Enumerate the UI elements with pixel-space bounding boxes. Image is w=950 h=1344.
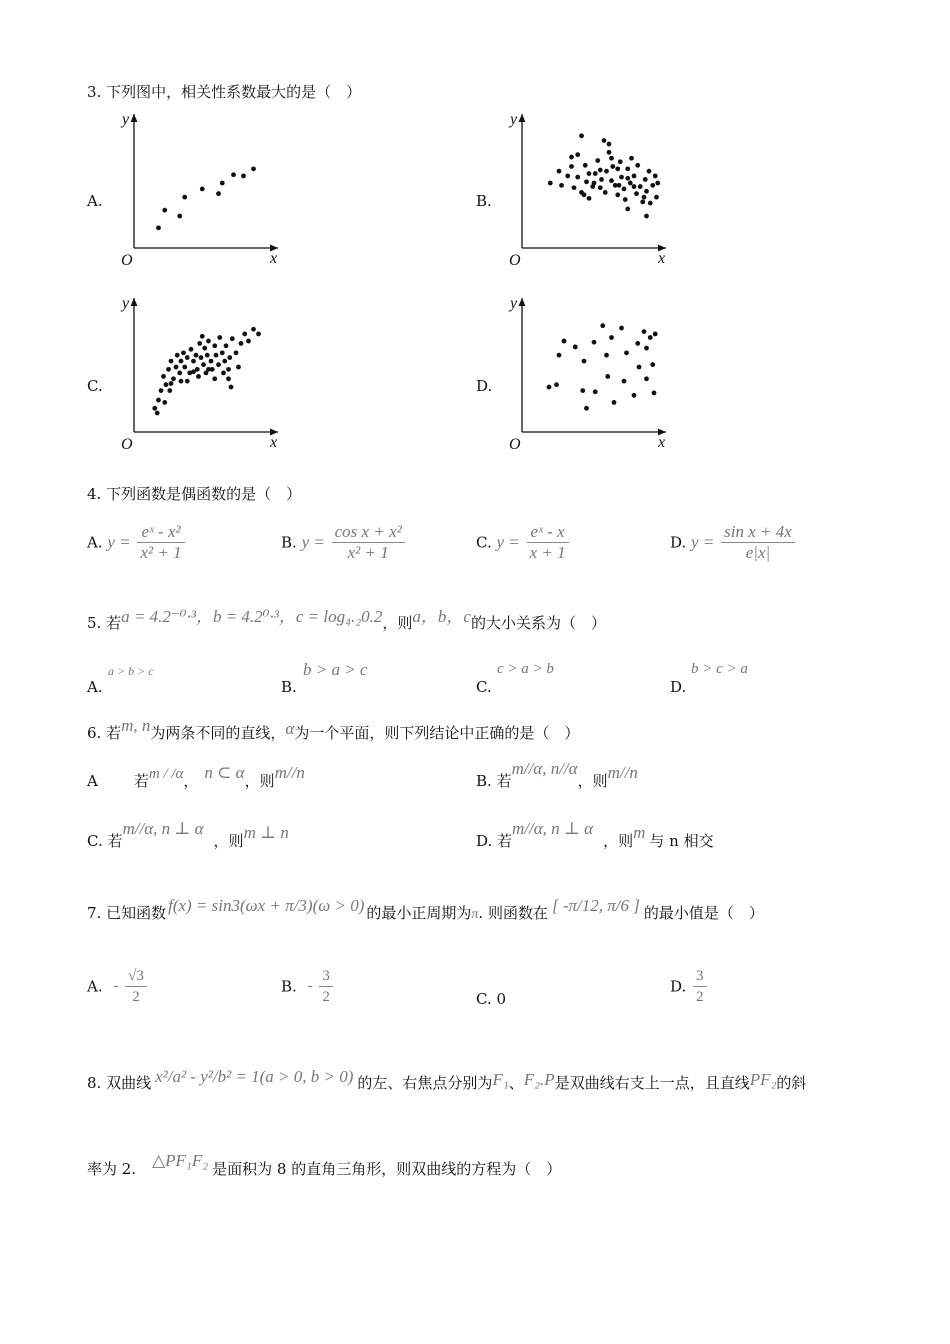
scatter-point <box>599 177 604 182</box>
q7-option-a <box>87 966 149 1007</box>
scatter-point <box>185 355 190 360</box>
q4-option-b-lhs: y = <box>301 532 325 552</box>
scatter-point <box>256 332 261 337</box>
scatter-point <box>194 353 199 358</box>
q8-equation: x²/a² - y²/b² = 1(a > 0, b > 0) <box>155 1067 354 1086</box>
q6-option-b <box>476 759 638 790</box>
scatter-point <box>226 367 231 372</box>
q6-option-a-sep: ， <box>183 772 199 790</box>
scatter-point <box>181 350 186 355</box>
scatter-point <box>234 350 239 355</box>
scatter-point <box>644 346 649 351</box>
scatter-point <box>191 359 196 364</box>
scatter-point <box>625 166 630 171</box>
q4-option-d <box>670 522 797 563</box>
scatter-point <box>167 388 172 393</box>
scatter-point <box>196 374 201 379</box>
scatter-point <box>650 362 655 367</box>
scatter-point <box>604 353 609 358</box>
q7-option-b-numerator: 3 <box>319 966 333 987</box>
scatter-point <box>159 388 164 393</box>
scatter-point <box>642 195 647 200</box>
scatter-point <box>242 332 247 337</box>
scatter-point <box>554 382 559 387</box>
scatter-point <box>598 185 603 190</box>
scatter-point <box>609 156 614 161</box>
origin-label: O <box>121 436 133 453</box>
q7-option-c-label: C. 0 <box>476 990 507 1008</box>
q6-option-b-cond: m//α, n//α <box>511 759 578 778</box>
q5-option-b-label: B. <box>281 678 297 696</box>
scatter-point <box>557 169 562 174</box>
scatter-point <box>199 355 204 360</box>
q4-option-a-label: A. <box>87 533 103 552</box>
q4-option-b-fraction <box>332 522 405 563</box>
scatter-point <box>602 138 607 143</box>
scatter-point <box>640 199 645 204</box>
q5-option-d-label: D. <box>670 678 687 696</box>
q7-option-b-fraction <box>319 966 333 1007</box>
scatter-point <box>635 163 640 168</box>
q6-option-d-then: ，则 <box>603 832 634 850</box>
scatter-point <box>156 225 161 230</box>
scatter-point <box>604 169 609 174</box>
q7-option-d-label: D. <box>670 977 687 996</box>
q4-option-d-label: D. <box>670 533 687 552</box>
scatter-point <box>632 184 637 189</box>
q5-option-b-expr: b > a > c <box>303 660 368 679</box>
q4-stem: 4. 下列函数是偶函数的是（ ） <box>87 485 302 503</box>
scatter-point <box>632 393 637 398</box>
q8-line1-mid: 的左、右焦点分别为 <box>357 1074 493 1092</box>
scatter-point <box>579 133 584 138</box>
scatter-point <box>239 341 244 346</box>
scatter-point <box>205 353 210 358</box>
x-axis-label: x <box>658 434 666 451</box>
q6-option-b-then: ，则 <box>577 772 608 790</box>
scatter-point <box>618 159 623 164</box>
scatter-point <box>214 353 219 358</box>
q6-option-d-tail: 与 n 相交 <box>649 832 714 850</box>
q7-option-a-numerator: √3 <box>125 966 147 987</box>
scatter-plot-d <box>498 292 673 457</box>
q6-option-b-result: m//n <box>607 763 638 782</box>
y-axis-label: y <box>122 111 130 128</box>
q8-triangle: △PF₁F₂ <box>152 1151 209 1170</box>
scatter-plot-a <box>110 108 285 273</box>
q6-option-c-label: C. 若 <box>87 832 123 850</box>
q4-option-c <box>476 522 571 563</box>
scatter-point <box>615 192 620 197</box>
y-axis-arrow <box>131 114 138 122</box>
q8-line2-end: 是面积为 8 的直角三角形，则双曲线的方程为（ ） <box>212 1160 562 1178</box>
q6-option-c-cond: m//α, n ⊥ α <box>122 819 204 838</box>
q7-option-a-denominator: 2 <box>132 989 140 1005</box>
scatter-point <box>220 350 225 355</box>
scatter-point <box>231 172 236 177</box>
scatter-point <box>185 379 190 384</box>
scatter-point <box>652 391 657 396</box>
scatter-point <box>548 181 553 186</box>
q7-stem <box>87 896 764 924</box>
y-axis-arrow <box>519 114 526 122</box>
y-axis-label: y <box>122 295 130 312</box>
scatter-point <box>638 184 643 189</box>
scatter-point <box>584 179 589 184</box>
q4-option-d-fraction <box>721 522 795 563</box>
scatter-point <box>584 406 589 411</box>
scatter-point <box>582 192 587 197</box>
scatter-point <box>200 334 205 339</box>
scatter-point <box>600 323 605 328</box>
scatter-point <box>598 168 603 173</box>
q3-option-a-label: A. <box>87 192 103 210</box>
q4-option-a <box>87 522 187 563</box>
scatter-point <box>643 177 648 182</box>
scatter-point <box>654 195 659 200</box>
q6-option-c-then: ，则 <box>213 832 244 850</box>
scatter-point <box>603 190 608 195</box>
scatter-point <box>559 183 564 188</box>
scatter-point <box>197 341 202 346</box>
q6-option-c <box>87 819 289 850</box>
scatter-point <box>152 406 157 411</box>
scatter-point <box>632 174 637 179</box>
scatter-point <box>572 185 577 190</box>
q5-mid: ，则 <box>382 614 413 632</box>
scatter-point <box>251 166 256 171</box>
scatter-plot-b <box>498 108 673 273</box>
scatter-point <box>650 183 655 188</box>
scatter-point <box>605 374 610 379</box>
q5-vars: a，b，c <box>412 607 471 626</box>
scatter-point <box>653 174 658 179</box>
scatter-point <box>624 350 629 355</box>
scatter-point <box>162 208 167 213</box>
origin-label: O <box>121 252 133 269</box>
scatter-point <box>547 385 552 390</box>
q7-mid2: . 则函数在 <box>478 904 548 922</box>
scatter-point <box>642 329 647 334</box>
q5-prefix: 5. 若 <box>87 614 122 632</box>
q3-option-b-label: B. <box>476 192 492 210</box>
q5-suffix: 的大小关系为（ ） <box>470 614 606 632</box>
q4-option-a-numerator: eˣ - x² <box>137 522 184 543</box>
q6-stem <box>87 716 580 742</box>
scatter-point <box>565 174 570 179</box>
scatter-point <box>595 158 600 163</box>
scatter-point <box>209 359 214 364</box>
q8-sep: 、 <box>508 1074 524 1092</box>
q6-option-a-then: ，则 <box>244 772 275 790</box>
scatter-point <box>623 197 628 202</box>
q7-option-b-sign: - <box>307 978 313 994</box>
q8-line2-start: 率为 2. <box>87 1160 137 1178</box>
scatter-point <box>592 181 597 186</box>
scatter-point <box>607 142 612 147</box>
scatter-point <box>189 347 194 352</box>
scatter-point <box>622 187 627 192</box>
q7-pi: π <box>471 907 479 922</box>
scatter-point <box>216 191 221 196</box>
q7-option-b-label: B. <box>281 977 297 996</box>
q4-option-c-denominator: x + 1 <box>529 543 566 562</box>
q3-stem: 3. 下列图中，相关性系数最大的是（ ） <box>87 83 362 101</box>
q8-pf2: PF₂ <box>749 1070 777 1089</box>
q5-option-d-expr: b > c > a <box>691 661 748 677</box>
scatter-point <box>164 382 169 387</box>
scatter-point <box>241 174 246 179</box>
scatter-point <box>174 365 179 370</box>
q8-prefix: 8. 双曲线 <box>87 1074 152 1092</box>
q4-option-d-numerator: sin x + 4x <box>721 522 795 543</box>
scatter-point <box>644 189 649 194</box>
q6-option-a-cond1: m / /α <box>148 766 184 782</box>
q7-option-a-label: A. <box>87 977 103 996</box>
q6-option-a <box>87 763 305 791</box>
scatter-point <box>202 346 207 351</box>
q8-line1-tail: 是双曲线右支上一点，且直线 <box>554 1074 750 1092</box>
q6-option-a-result: m//n <box>274 763 305 782</box>
scatter-point <box>637 365 642 370</box>
origin-label: O <box>509 436 521 453</box>
q7-prefix: 7. 已知函数 <box>87 904 167 922</box>
q6-option-d <box>476 819 714 850</box>
scatter-point <box>634 191 639 196</box>
scatter-point <box>182 195 187 200</box>
q4-option-b <box>281 522 407 563</box>
q6-option-a-ruo: 若 <box>133 772 149 790</box>
q7-option-d-fraction <box>693 966 707 1007</box>
q4-option-b-label: B. <box>281 533 297 552</box>
scatter-point <box>625 207 630 212</box>
scatter-point <box>216 362 221 367</box>
scatter-point <box>179 359 184 364</box>
scatter-point <box>169 359 174 364</box>
scatter-point <box>212 376 217 381</box>
q4-option-c-label: C. <box>476 533 492 552</box>
q7-mid1: 的最小正周期为 <box>366 904 472 922</box>
scatter-point <box>615 166 620 171</box>
q5-option-c-expr: c > a > b <box>497 661 554 677</box>
q7-interval: [ -π/12, π/6 ] <box>551 896 640 915</box>
q4-option-c-numerator: eˣ - x <box>527 522 569 543</box>
scatter-point <box>179 379 184 384</box>
scatter-point <box>206 367 211 372</box>
q4-option-b-numerator: cos x + x² <box>332 522 405 543</box>
q6-suffix: 为一个平面，则下列结论中正确的是（ ） <box>294 724 580 742</box>
scatter-point <box>217 335 222 340</box>
scatter-point <box>175 353 180 358</box>
scatter-point <box>609 178 614 183</box>
scatter-point <box>161 374 166 379</box>
scatter-point <box>625 176 630 181</box>
q7-option-a-sign: - <box>113 978 119 994</box>
q5-option-c-label: C. <box>476 678 492 696</box>
q3-option-c-label: C. <box>87 377 103 395</box>
q6-prefix: 6. 若 <box>87 724 122 742</box>
scatter-point <box>246 339 251 344</box>
q6-option-d-cond: m//α, n ⊥ α <box>512 819 594 838</box>
scatter-point <box>220 181 225 186</box>
scatter-point <box>191 369 196 374</box>
scatter-point <box>629 156 634 161</box>
q8-f1: F₁ <box>492 1070 509 1089</box>
scatter-point <box>587 196 592 201</box>
y-axis-arrow <box>131 298 138 306</box>
scatter-point <box>583 163 588 168</box>
scatter-point <box>224 343 229 348</box>
scatter-point <box>206 339 211 344</box>
q6-mid: 为两条不同的直线， <box>150 724 286 742</box>
q3-option-d-label: D. <box>476 377 493 395</box>
scatter-point <box>617 183 622 188</box>
scatter-point <box>582 359 587 364</box>
q7-option-d-denominator: 2 <box>696 989 704 1005</box>
q4-option-c-fraction <box>527 522 569 563</box>
scatter-point <box>177 371 182 376</box>
y-axis-arrow <box>519 298 526 306</box>
q8-f2p: F₂.P <box>523 1070 555 1089</box>
q4-option-a-fraction <box>137 522 184 563</box>
scatter-point <box>226 376 231 381</box>
scatter-point <box>607 150 612 155</box>
scatter-point <box>569 155 574 160</box>
x-axis-label: x <box>270 434 278 451</box>
scatter-point <box>644 214 649 219</box>
q5-option-a-expr: a > b > c <box>108 664 154 678</box>
q4-option-a-denominator: x² + 1 <box>140 543 182 562</box>
scatter-point <box>251 327 256 332</box>
q6-option-d-result: m <box>633 823 646 842</box>
scatter-point <box>227 355 232 360</box>
scatter-point <box>592 340 597 345</box>
q7-option-a-fraction <box>125 966 147 1007</box>
q8-line1-end: 的斜 <box>776 1074 807 1092</box>
scatter-point <box>635 341 640 346</box>
scatter-point <box>212 343 217 348</box>
q4-option-b-denominator: x² + 1 <box>347 543 389 562</box>
scatter-point <box>610 164 615 169</box>
scatter-point <box>612 400 617 405</box>
q4-option-a-lhs: y = <box>107 532 131 552</box>
scatter-point <box>575 175 580 180</box>
q6-option-a-cond2: n ⊂ α <box>204 763 245 782</box>
scatter-point <box>648 201 653 206</box>
scatter-point <box>580 388 585 393</box>
scatter-point <box>557 353 562 358</box>
scatter-point <box>655 181 660 186</box>
q7-option-d-numerator: 3 <box>693 966 707 987</box>
q7-suffix: 的最小值是（ ） <box>643 904 764 922</box>
scatter-point <box>647 169 652 174</box>
q6-option-a-label: A <box>87 772 98 790</box>
x-axis-label: x <box>658 250 666 267</box>
scatter-point <box>155 411 160 416</box>
scatter-point <box>171 376 176 381</box>
scatter-point <box>169 381 174 386</box>
q4-option-d-denominator: e|x| <box>745 543 771 562</box>
scatter-point <box>622 379 627 384</box>
y-axis-label: y <box>510 295 518 312</box>
q6-option-d-label: D. 若 <box>476 832 513 850</box>
scatter-point <box>177 214 182 219</box>
scatter-point <box>619 326 624 331</box>
y-axis-label: y <box>510 111 518 128</box>
scatter-point <box>653 332 658 337</box>
scatter-point <box>569 164 574 169</box>
q4-option-d-lhs: y = <box>691 532 715 552</box>
scatter-point <box>201 362 206 367</box>
origin-label: O <box>509 252 521 269</box>
scatter-point <box>575 152 580 157</box>
scatter-point <box>562 339 567 344</box>
scatter-point <box>593 171 598 176</box>
scatter-point <box>229 385 234 390</box>
q7-option-b <box>281 966 335 1007</box>
scatter-point <box>587 171 592 176</box>
scatter-point <box>648 335 653 340</box>
q4-option-c-lhs: y = <box>496 532 520 552</box>
q6-option-c-result: m ⊥ n <box>243 823 289 842</box>
scatter-point <box>221 371 226 376</box>
scatter-plot-c <box>110 292 285 457</box>
q7-function: f(x) = sin3(ωx + π/3)(ω > 0) <box>168 896 365 915</box>
q8-line-2 <box>87 1151 562 1178</box>
scatter-point <box>156 398 161 403</box>
scatter-point <box>230 336 235 341</box>
q6-option-b-label: B. 若 <box>476 772 512 790</box>
q8-line-1 <box>87 1067 807 1092</box>
scatter-point <box>619 175 624 180</box>
scatter-point <box>628 181 633 186</box>
scatter-point <box>593 389 598 394</box>
scatter-point <box>222 359 227 364</box>
x-axis-label: x <box>270 250 278 267</box>
q7-option-b-denominator: 2 <box>322 989 330 1005</box>
scatter-point <box>644 376 649 381</box>
scatter-point <box>182 365 187 370</box>
scatter-point <box>236 365 241 370</box>
q5-stem <box>87 607 606 632</box>
scatter-point <box>609 335 614 340</box>
q6-alpha: α <box>285 719 295 738</box>
q5-condition: a = 4.2⁻⁰·³，b = 4.2⁰·³，c = log₄.₂0.2 <box>121 607 383 626</box>
scatter-point <box>166 367 171 372</box>
q5-option-a-label: A. <box>87 678 103 696</box>
q6-mn: m, n <box>121 716 151 735</box>
scatter-point <box>162 400 167 405</box>
q7-option-d <box>670 966 709 1007</box>
scatter-point <box>200 187 205 192</box>
scatter-point <box>573 345 578 350</box>
